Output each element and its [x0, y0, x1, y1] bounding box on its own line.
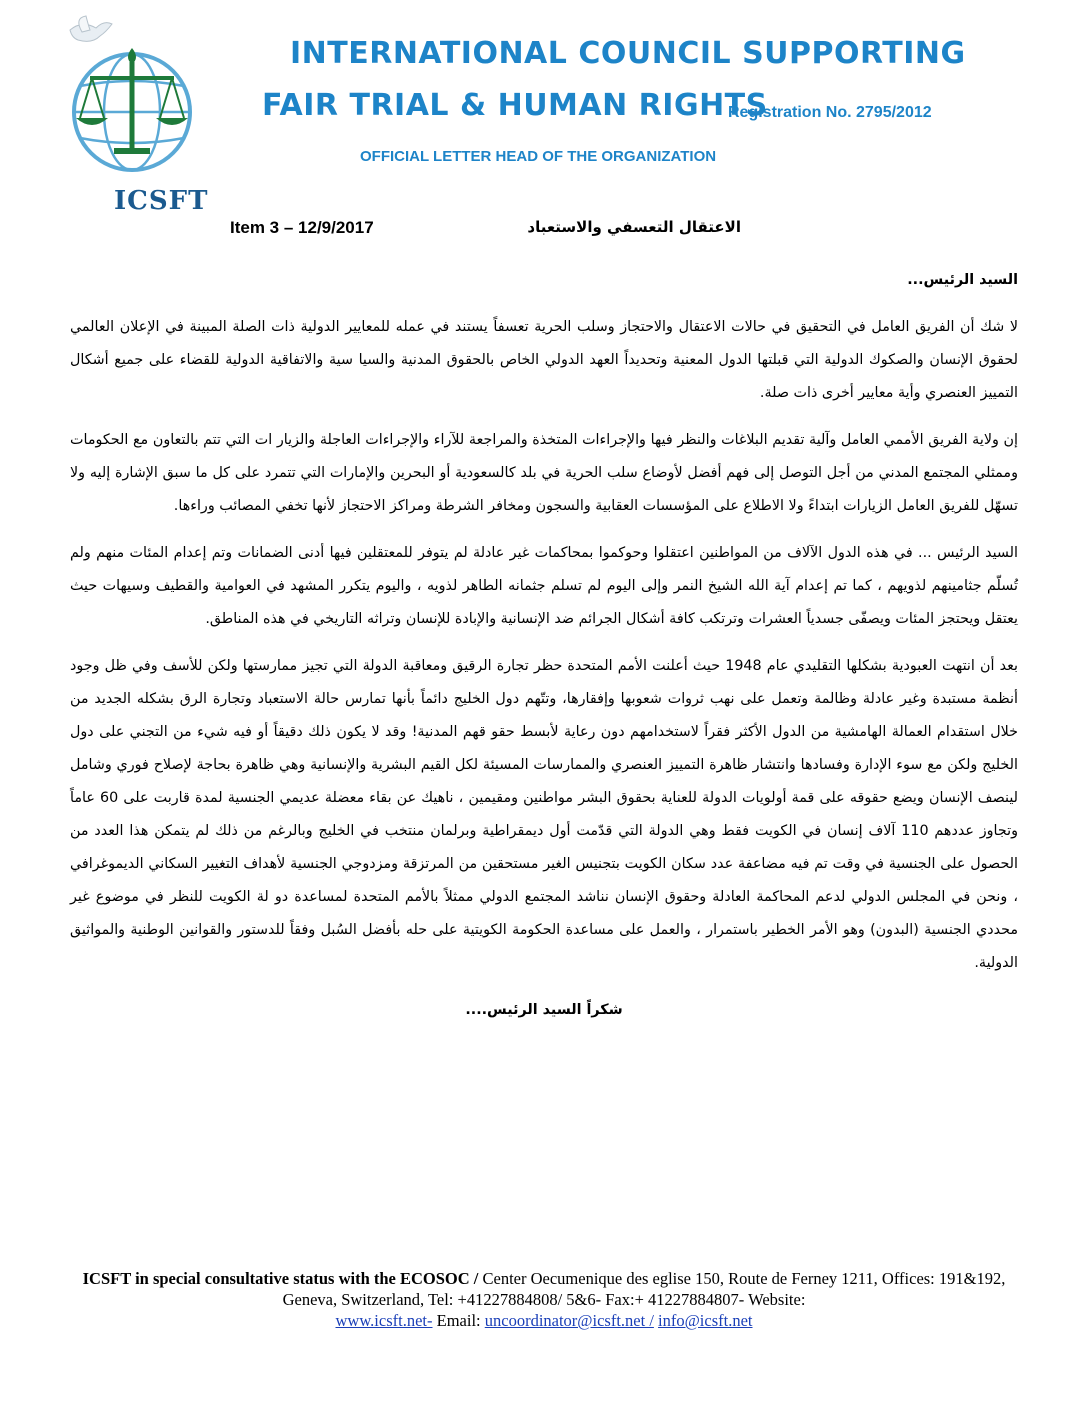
email-label: Email:: [432, 1311, 485, 1330]
logo-text: ICSFT: [114, 186, 209, 216]
official-letterhead-label: OFFICIAL LETTER HEAD OF THE ORGANIZATION: [360, 148, 717, 165]
footer-address: Center Oecumenique des eglise 150, Route de Ferney 1211, Offices: 191&192, Geneva, Switzerland, Tel: +41227884808/ 5&6- Fax:+ 41227884807- Website:: [282, 1269, 1006, 1309]
organization-logo: [52, 14, 209, 216]
registration-number: Registration No. 2795/2012: [728, 104, 932, 121]
email-link-info[interactable]: info@icsft.net: [658, 1311, 753, 1330]
logo-globe-scales-dove-icon: [52, 14, 202, 174]
letter-body: [70, 264, 1018, 1041]
paragraph-2: إن ولاية الفريق الأممي العامل وآلية تقديم البلاغات والنظر فيها والإجراءات المتخذة والمراجعة للآراء والإجراءات العاجلة والزيار ات التي تتم بالتعاون مع الحكومات وممثلي المجتمع المدني من أجل التوصل إلى فهم أفضل لأوضاع سلب الحرية في بلد كالسعودية أو البحرين والإمارات التي تتمرد على كل ما سبق الإشارة إليه ولا تسهّل للفريق العامل الزيارات ابتداءً ولا الاطلاع على المؤسسات العقابية والسجون ومخافر الشرطة ومراكز الاحتجاز لأنها تخفي المصائب وراءها.: [70, 432, 1018, 514]
paragraph-4: بعد أن انتهت العبودية بشكلها التقليدي عام 1948 حيث أعلنت الأمم المتحدة حظر تجارة الرقيق ومعاقبة الدولة التي تجيز ممارستها ولكن للأسف وفي ظل وجود أنظمة مستبدة وغير عادلة وظالمة وتعمل على نهب ثروات شعوبها وإفقارها، وتتّهم دول الخليج دائماً بأنها تمارس حالة الاستعباد وتجارة الرق بشكله الجديد من خلال استقدام العمالة الهامشية من الدول الأكثر فقراً لاستخدامهم دون رعاية لأبسط حقو قهم المدنية! وقد لا يكون ذلك دقيقاً أو فيه شيء من التجني على دول الخليج ولكن مع سوء الإدارة وفسادها وانتشار ظاهرة التمييز العنصري والممارسات المسيئة لكل القيم البشرية والإنسانية وهي ظاهرة بحاجة لإصلاح فوري وشامل لينصف الإنسان ويضع حقوقه على قمة أولويات الدولة للعناية بحقوق البشر مواطنين ومقيمين ، ناهيك عن بقاء معضلة عديمي الجنسية لمدة قاربت على 60 عاماً وتجاوز عددهم 110 آلاف إنسان في الكويت فقط وهي الدولة التي قدّمت أول ديمقراطية وبرلمان منتخب في الخليج وبالرغم من ذلك لم يتمكن هذا العدد من الحصول على الجنسية في وقت تم فيه مضاعفة عدد سكان الكويت بتجنيس الغير مستحقين من المرتزقة ومزدوجي الجنسية لأهداف التغيير السكاني الديموغرافي ، ونحن في المجلس الدولي لدعم المحاكمة العادلة وحقوق الإنسان نناشد المجتمع الدولي ممثلاً بالأمم المتحدة لمساعدة دو لة الكويت للنظر في موضوع غير محددي الجنسية (البدون) وهو الأمر الخطير باستمرار ، والعمل على مساعدة الحكومة الكويتية على حله بأفضل السُبل وفقاً للدستور والقوانين الوطنية والمواثيق الدولية.: [70, 658, 1019, 971]
document-title: الاعتقال التعسفي والاستعباد: [527, 218, 741, 236]
closing-thanks: شكراً السيد الرئيس....: [465, 1002, 623, 1018]
salutation: السيد الرئيس...: [907, 272, 1018, 288]
org-name-line2: FAIR TRIAL & HUMAN RIGHTS: [262, 88, 768, 123]
item-date-line: Item 3 – 12/9/2017: [230, 218, 374, 237]
email-link-uncoordinator[interactable]: uncoordinator@icsft.net /: [484, 1311, 654, 1330]
paragraph-3: السيد الرئيس ... في هذه الدول الآلاف من المواطنين اعتقلوا وحوكموا بمحاكمات غير عادلة لم يتوفر للمعتقلين فيها أدنى الضمانات وتم إعدام المئات منهم ولم تُسلّم جثامينهم لذويهم ، كما تم إعدام آية الله الشيخ النمر وإلى اليوم لم تسلم جثمانه الطاهر لذويه ، واليوم يتكرر المشهد في العوامية والقطيف وسيهات حيث يعتقل ويحتجز المئات ويصفّى جسدياً العشرات وترتكب كافة أشكال الجرائم ضد الإنسانية والإبادة للإنسان وتراثه التاريخي في هذه المناطق.: [70, 545, 1018, 627]
footer-status: ICSFT in special consultative status with the ECOSOC /: [82, 1269, 479, 1288]
website-link[interactable]: www.icsft.net-: [335, 1311, 433, 1330]
org-name-line1: INTERNATIONAL COUNCIL SUPPORTING: [290, 36, 966, 71]
footer-contact: [60, 1268, 1028, 1331]
paragraph-1: لا شك أن الفريق العامل في التحقيق في حالات الاعتقال والاحتجاز وسلب الحرية تعسفاً يستند في عمله للمعايير الدولية ذات الصلة المبينة في الإعلان العالمي لحقوق الإنسان والصكوك الدولية التي قبلتها الدول المعنية وتحديداً العهد الدولي الخاص بالحقوق المدنية والسيا سية والاتفاقية الدولية للقضاء على جميع أشكال التمييز العنصري وأية معايير أخرى ذات صلة.: [70, 319, 1018, 401]
